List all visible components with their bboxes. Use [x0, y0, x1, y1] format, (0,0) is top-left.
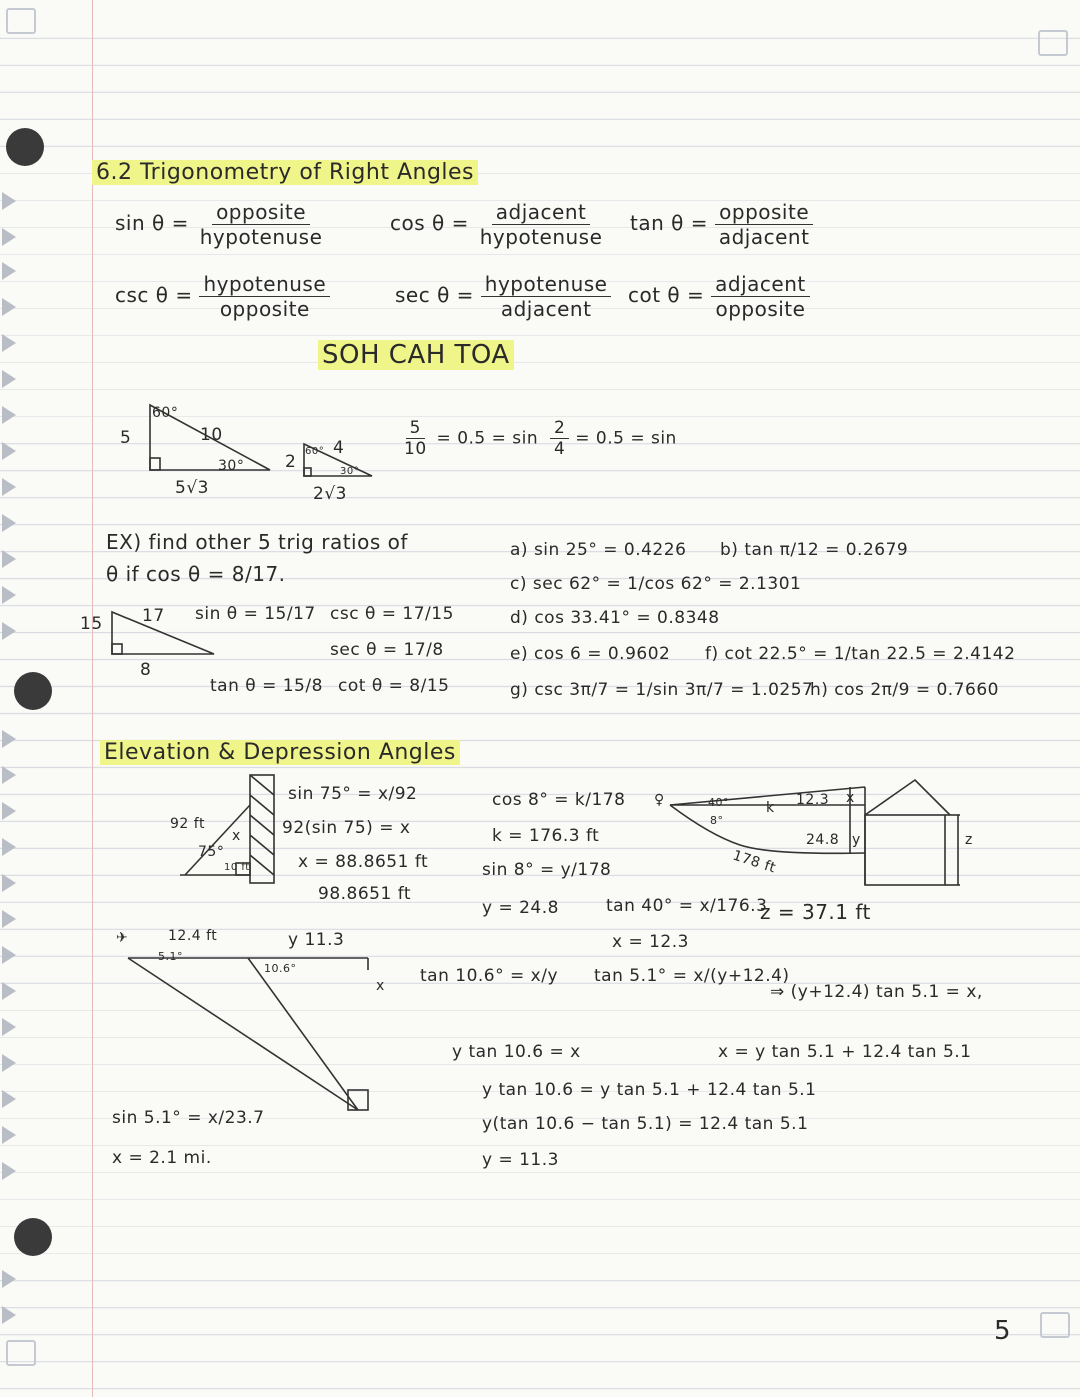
p1-ten: 10 ft — [224, 862, 250, 873]
margin-tab-icon — [2, 228, 16, 246]
p3-angle2: 8° — [710, 814, 724, 827]
p4-x: x — [376, 978, 385, 994]
p4-work2: tan 5.1° = x/(y+12.4) — [594, 966, 790, 986]
corner-logo-icon — [6, 8, 36, 34]
p1-line1: sin 75° = x/92 — [288, 784, 418, 804]
margin-tab-icon — [2, 1018, 16, 1036]
boat-diagram — [118, 940, 388, 1120]
p3-248: 24.8 — [806, 832, 840, 848]
p4-angle2: 10.6° — [264, 962, 297, 975]
cos-definition: cos θ = $\frac{\text{adjacent}}{\text{hypotenuse}}$ — [390, 200, 603, 249]
margin-tab-icon — [2, 514, 16, 532]
page-number: 5 — [994, 1316, 1012, 1346]
example-heading: EX) find other 5 trig ratios of — [106, 530, 408, 554]
binder-hole — [14, 672, 52, 710]
binder-hole — [6, 128, 44, 166]
p4-work8: y = 11.3 — [482, 1150, 559, 1170]
p4-work3: ⇒ (y+12.4) tan 5.1 = x, — [770, 982, 983, 1002]
calc-f: f) cot 22.5° = 1/tan 22.5 = 2.4142 — [705, 644, 1016, 664]
p3-x: x — [846, 790, 855, 806]
p3-line1: tan 40° = x/176.3 — [606, 896, 768, 916]
margin-tab-icon — [2, 802, 16, 820]
calc-h: h) cos 2π/9 = 0.7660 — [810, 680, 999, 700]
p1-side: 92 ft — [170, 816, 205, 832]
binder-hole — [14, 1218, 52, 1256]
example-cot: cot θ = 8/15 — [338, 676, 450, 696]
p1-x: x — [232, 828, 241, 844]
corner-logo-icon — [1040, 1312, 1070, 1338]
t2-angle-bottom: 30° — [340, 466, 360, 477]
p1-line2: 92(sin 75) = x — [282, 818, 411, 838]
p2-line3: sin 8° = y/178 — [482, 860, 612, 880]
t2-side-left: 2 — [285, 452, 297, 472]
margin-tab-icon — [2, 586, 16, 604]
tan-definition: tan θ = $\frac{\text{opposite}}{\text{adjacent}}$ — [630, 200, 813, 249]
p4-angle1: 5.1° — [158, 950, 183, 963]
margin-tab-icon — [2, 946, 16, 964]
margin-tab-icon — [2, 730, 16, 748]
margin-tab-icon — [2, 622, 16, 640]
margin-tab-icon — [2, 1162, 16, 1180]
p2-line1: cos 8° = k/178 — [492, 790, 626, 810]
ratio-eq-2: $\frac{2}{4}$ = 0.5 = sin — [550, 418, 677, 459]
p4-s2: x = 2.1 mi. — [112, 1148, 212, 1168]
margin-tab-icon — [2, 766, 16, 784]
person-icon: ♀ — [654, 792, 665, 808]
margin-tab-icon — [2, 192, 16, 210]
p4-work5: x = y tan 5.1 + 12.4 tan 5.1 — [718, 1042, 972, 1062]
p3-y: y — [852, 832, 861, 848]
calc-c: c) sec 62° = 1/cos 62° = 2.1301 — [510, 574, 802, 594]
p4-work1: tan 10.6° = x/y — [420, 966, 559, 986]
margin-tab-icon — [2, 298, 16, 316]
t2-base: 2√3 — [313, 484, 347, 504]
margin-tab-icon — [2, 478, 16, 496]
example-given: θ if cos θ = 8/17. — [106, 562, 286, 586]
p3-z: z — [965, 832, 973, 848]
ratio-eq-1: $\frac{5}{10}$ = 0.5 = sin — [404, 418, 539, 459]
cot-definition: cot θ = $\frac{\text{adjacent}}{\text{opposite}}$ — [628, 272, 810, 321]
margin-tab-icon — [2, 370, 16, 388]
t1-side-left: 5 — [120, 428, 132, 448]
p2-line2: k = 176.3 ft — [492, 826, 600, 846]
example-sec: sec θ = 17/8 — [330, 640, 444, 660]
t2-angle-top: 60° — [305, 446, 325, 457]
p3-hyp: 178 ft — [730, 847, 778, 877]
p3-line2: x = 12.3 — [612, 932, 689, 952]
p2-line4: y = 24.8 — [482, 898, 559, 918]
calc-e: e) cos 6 = 0.9602 — [510, 644, 671, 664]
calc-a: a) sin 25° = 0.4226 — [510, 540, 687, 560]
t1-base: 5√3 — [175, 478, 209, 498]
p1-angle: 75° — [198, 844, 225, 860]
p4-work7: y(tan 10.6 − tan 5.1) = 12.4 tan 5.1 — [482, 1114, 809, 1134]
example-tri-base: 8 — [140, 660, 152, 680]
margin-tab-icon — [2, 262, 16, 280]
mnemonic: SOH CAH TOA — [318, 340, 514, 370]
csc-definition: csc θ = $\frac{\text{hypotenuse}}{\text{opposite}}$ — [115, 272, 330, 321]
p4-dist: 12.4 ft — [168, 928, 218, 944]
sec-definition: sec θ = $\frac{\text{hypotenuse}}{\text{adjacent}}$ — [395, 272, 611, 321]
corner-logo-icon — [1038, 30, 1068, 56]
calc-d: d) cos 33.41° = 0.8348 — [510, 608, 720, 628]
calc-g: g) csc 3π/7 = 1/sin 3π/7 = 1.0257 — [510, 680, 814, 700]
margin-tab-icon — [2, 910, 16, 928]
sin-definition: sin θ = $\frac{\text{opposite}}{\text{hypotenuse}}$ — [115, 200, 323, 249]
p1-line4: 98.8651 ft — [318, 884, 412, 904]
t1-hyp: 10 — [200, 425, 223, 445]
t1-bottom-angle: 30° — [218, 458, 245, 474]
margin-tab-icon — [2, 406, 16, 424]
p3-angle1: 40° — [708, 796, 729, 809]
example-tri-left: 15 — [80, 614, 103, 634]
p4-work6: y tan 10.6 = y tan 5.1 + 12.4 tan 5.1 — [482, 1080, 817, 1100]
example-tri-hyp: 17 — [142, 606, 165, 626]
corner-logo-icon — [6, 1340, 36, 1366]
margin-tab-icon — [2, 1270, 16, 1288]
margin-tab-icon — [2, 1090, 16, 1108]
p4-work4: y tan 10.6 = x — [452, 1042, 581, 1062]
margin-tab-icon — [2, 874, 16, 892]
margin-tab-icon — [2, 550, 16, 568]
margin-tab-icon — [2, 982, 16, 1000]
p3-answer: z = 37.1 ft — [760, 900, 871, 924]
p3-k: k — [766, 800, 775, 816]
p4-y-label: y 11.3 — [288, 930, 345, 950]
page-title: 6.2 Trigonometry of Right Angles — [92, 160, 478, 185]
plane-icon: ✈ — [116, 930, 129, 946]
margin-tab-icon — [2, 1054, 16, 1072]
elevation-heading: Elevation & Depression Angles — [100, 740, 460, 765]
t2-hyp: 4 — [333, 438, 345, 458]
calc-b: b) tan π/12 = 0.2679 — [720, 540, 909, 560]
p1-line3: x = 88.8651 ft — [298, 852, 429, 872]
margin-tab-icon — [2, 334, 16, 352]
t1-top-angle: 60° — [152, 405, 179, 421]
margin-tab-icon — [2, 1306, 16, 1324]
margin-tab-icon — [2, 442, 16, 460]
example-sin: sin θ = 15/17 — [195, 604, 316, 624]
margin-tab-icon — [2, 838, 16, 856]
margin-line — [92, 0, 93, 1397]
example-csc: csc θ = 17/15 — [330, 604, 454, 624]
p3-123: 12.3 — [796, 792, 830, 808]
p4-s1: sin 5.1° = x/23.7 — [112, 1108, 265, 1128]
example-tan: tan θ = 15/8 — [210, 676, 323, 696]
margin-tab-icon — [2, 1126, 16, 1144]
